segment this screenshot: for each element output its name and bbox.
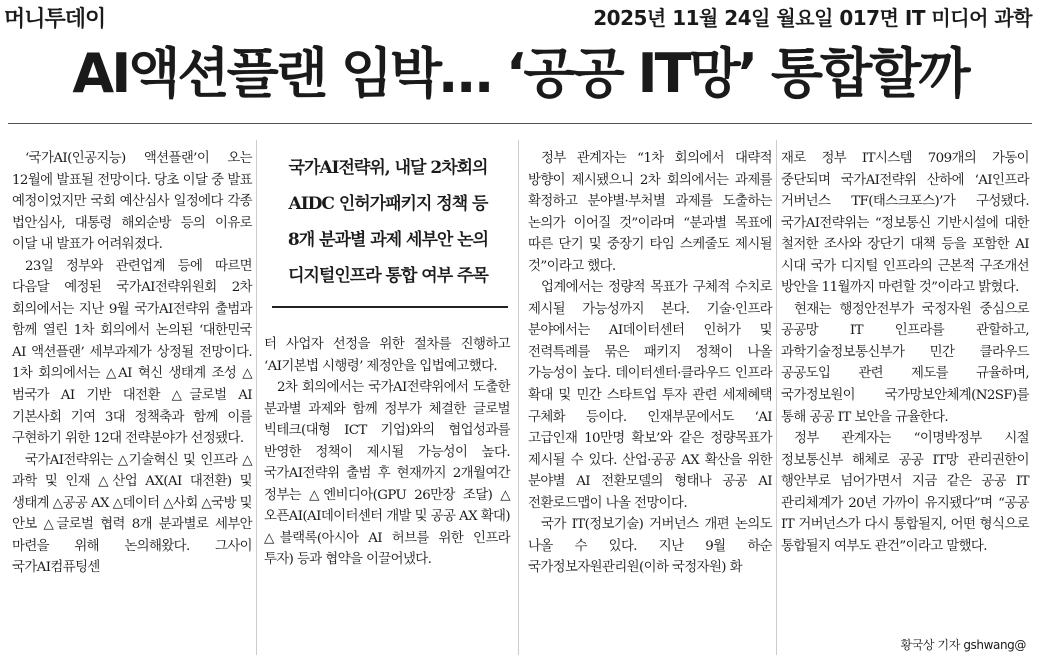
subheadline-line: 디지털인프라 통합 여부 주목 (288, 266, 488, 286)
paragraph: 업계에서는 정량적 목표가 구체적 수치로 제시될 가능성까지 본다. 기술·인프라 분야에서는 AI데이터센터 인허가 및 전력특례를 묶은 패키지 정책이 나올 가능성이 높다. 데이터센터·클라우드 인프라 확대 및 민간 스타트업 투자 관련 세제혜택 구체화 등이다. 인재부문에서도 ‘AI 고급인재 10만명 확보’와 같은 정량목표가 제시될 수 있다. 산업·공공 AX 확산을 위한 분야별 AI 전환모델의 형태나 공공 AI 전환로드맵이 나올 전망이다. (528, 280, 772, 511)
article-column-3 (528, 148, 772, 579)
paragraph: 재로 정부 IT시스템 709개의 가동이 중단되며 국가AI전략위 산하에 ‘AI인프라 거버넌스 TF(태스크포스)’가 구성됐다. 국가AI전략위는 “정보통신 기반시설에 대한 철저한 조사와 장단기 대책 등을 포함한 AI 시대 국가 디지털 인프라의 근본적 구조개선 방안을 11월까지 마련할 것”이라고 밝혔다. (781, 151, 1029, 296)
paper-name: 머니투데이 (4, 7, 106, 32)
column-divider (256, 140, 257, 655)
paragraph: 23일 정부와 관련업계 등에 따르면 다음달 예정된 국가AI전략위원회 2차 회의에서는 지난 9월 국가AI전략위 출범과 함께 열린 1차 회의에서 논의된 ‘대한민국 AI 액션플랜’ 세부과제가 상정될 전망이다. 1차 회의에서는 △AI 혁신 생태계 조성 △범국가 AI 기반 대전환 △글로벌 AI 기본사회 기여 3대 정책축과 함께 이를 구현하기 위한 12대 전략분야가 선정됐다. (12, 258, 252, 447)
paragraph: 정부 관계자는 “이명박정부 시절 정보통신부 해체로 공공 IT망 관리권한이 행안부로 넘어가면서 지금 같은 공공 IT 관리체계가 20년 가까이 유지됐다”며 “공공 IT 거버넌스가 다시 통합될지, 어떤 형식으로 통합될지 여부도 관건”이라고 말했다. (781, 431, 1029, 554)
subheadline-line: 8개 분과별 과제 세부안 논의 (287, 230, 489, 250)
paragraph: 정부 관계자는 “1차 회의에서 대략적 방향이 제시됐으니 2차 회의에서는 과제를 확정하고 분야별·부처별 과제를 도출하는 논의가 이어질 것”이라며 “분과별 목표에 따른 단기 및 중장기 타임 스케줄도 제시될 것”이라고 했다. (528, 151, 772, 274)
subheadline-rule (272, 306, 508, 308)
paragraph: ‘국가AI(인공지능) 액션플랜’이 오는 12월에 발표될 전망이다. 당초 이달 중 발표 예정이었지만 국회 예산심사 일정에다 각종 법안심사, 대통령 해외순방 등의 이유로 이달 내 발표가 어려워졌다. (12, 151, 252, 253)
article-column-2 (264, 334, 510, 571)
subheadline (266, 150, 510, 294)
edition-info: 2025년 11월 24일 월요일 017면 IT 미디어 과학 (593, 6, 1032, 30)
subheadline-line: 국가AI전략위, 내달 2차회의 (288, 158, 488, 178)
byline: 황국상 기자 gshwang@ (900, 638, 1026, 652)
paragraph: 터 사업자 선정을 위한 절차를 진행하고 ‘AI기본법 시행령’ 제정안을 입법예고했다. (264, 337, 510, 374)
column-divider (518, 140, 519, 655)
paragraph: 국가AI전략위는 △기술혁신 및 인프라 △과학 및 인재 △산업 AX(AI 대전환) 및 생태계 △공공 AX △데이터 △사회 △국방 및 안보 △글로벌 협력 8개 분과별로 세부안 마련을 위해 논의해왔다. 그사이 국가AI컴퓨팅센 (12, 452, 252, 576)
paragraph: 현재는 행정안전부가 국정자원 중심으로 공공망 IT 인프라를 관할하고, 과학기술정보통신부가 민간 클라우드 공공도입 관련 제도를 규율하며, 국가정보원이 국가망보안체계(N2SF)를 통해 공공 IT 보안을 규율한다. (781, 301, 1029, 425)
headline-rule (8, 123, 1032, 124)
paragraph: 국가 IT(정보기술) 거버넌스 개편 논의도 나올 수 있다. 지난 9월 하순 국가정보자원관리원(이하 국정자원) 화 (528, 517, 772, 576)
column-divider (776, 140, 777, 655)
article-column-4 (781, 148, 1029, 557)
subheadline-line: AIDC 인허가패키지 정책 등 (288, 194, 488, 214)
headline: AI액션플랜 임박… ‘공공 IT망’ 통합할까 (72, 42, 968, 105)
paragraph: 2차 회의에서는 국가AI전략위에서 도출한 분과별 과제와 함께 정부가 체결한 글로벌 빅테크(대형 ICT 기업)와의 협업성과를 반영한 정책이 제시될 가능성이 높다. 국가AI전략위 출범 후 현재까지 2개월여간 정부는 △엔비디아(GPU 26만장 조달) △오픈AI(AI데이터센터 개발 및 공공 AX 확대) △블랙록(아시아 AI 허브를 위한 인프라 투자) 등과 협약을 이끌어냈다. (264, 380, 510, 568)
article-column-1 (12, 148, 252, 579)
